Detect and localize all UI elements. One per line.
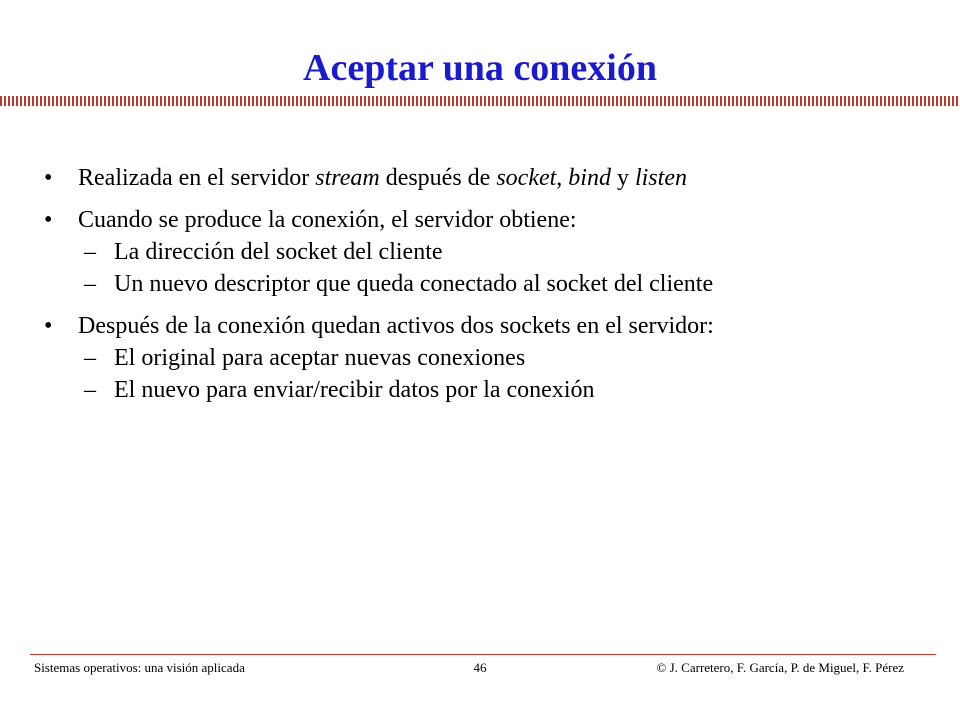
sub-item: [72, 236, 924, 268]
bullet-text-italic: socket: [496, 165, 557, 191]
sub-item-text: La dirección del socket del cliente: [114, 239, 443, 265]
title-divider: [0, 96, 960, 106]
bullet-text: Cuando se produce la conexión, el servidor obtiene:: [78, 207, 577, 233]
sub-item: [72, 342, 924, 374]
bullet-item-3: [44, 310, 924, 406]
bullet-text-part: y: [610, 165, 635, 191]
sub-item-marker: –: [84, 271, 96, 297]
footer-course-title: Sistemas operativos: una visión aplicada: [34, 660, 245, 675]
slide-title: Aceptar una conexión: [303, 47, 657, 89]
bullet-item-1: [44, 162, 924, 194]
bullet-marker: •: [44, 165, 53, 191]
bullet-marker: •: [44, 207, 53, 233]
sub-item-text: El original para aceptar nuevas conexiones: [114, 345, 526, 371]
footer-copyright: © J. Carretero, F. García, P. de Miguel, F. Pérez: [656, 660, 904, 675]
bullet-item-2: [44, 204, 924, 300]
bullet-text-part: Realizada en el servidor: [78, 165, 316, 191]
bullet-text-italic: stream: [315, 165, 380, 191]
bullet-text-italic: bind: [568, 165, 611, 191]
sub-item-marker: –: [84, 345, 96, 371]
sub-item-text: El nuevo para enviar/recibir datos por la conexión: [114, 377, 595, 403]
sub-item-marker: –: [84, 239, 96, 265]
bullet-text: [78, 165, 687, 191]
sub-item-marker: –: [84, 377, 96, 403]
sub-item-text: Un nuevo descriptor que queda conectado al socket del cliente: [114, 271, 714, 297]
bullet-text-part: después de: [379, 165, 497, 191]
bullet-marker: •: [44, 313, 53, 339]
bullet-text: Después de la conexión quedan activos dos sockets en el servidor:: [78, 313, 714, 339]
slide-content: [44, 162, 924, 416]
bullet-text-part: ,: [556, 165, 569, 191]
sub-item: [72, 268, 924, 300]
bullet-text-italic: listen: [634, 165, 687, 191]
footer-divider: [30, 654, 936, 655]
footer-page-number: 46: [473, 660, 487, 675]
sub-item: [72, 374, 924, 406]
